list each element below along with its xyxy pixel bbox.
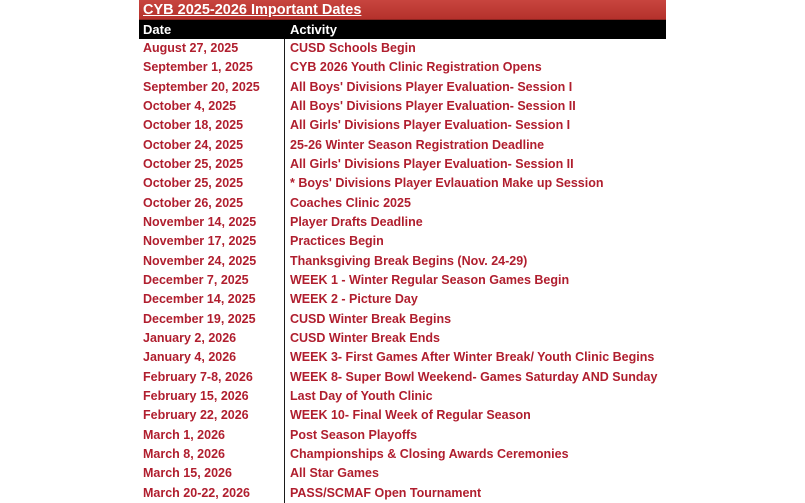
row-activity: Practices Begin bbox=[284, 232, 666, 251]
table-row bbox=[139, 116, 666, 135]
row-activity: All Boys' Divisions Player Evaluation- Session I bbox=[284, 78, 666, 97]
row-date: November 24, 2025 bbox=[143, 253, 257, 268]
row-activity: WEEK 2 - Picture Day bbox=[284, 290, 666, 309]
row-activity: WEEK 3- First Games After Winter Break/ Youth Clinic Begins bbox=[284, 348, 666, 367]
table-row bbox=[139, 252, 666, 271]
table-row bbox=[139, 445, 666, 464]
table-row bbox=[139, 39, 666, 58]
row-date: September 20, 2025 bbox=[143, 79, 260, 94]
table-row bbox=[139, 213, 666, 232]
row-activity: Coaches Clinic 2025 bbox=[284, 194, 666, 213]
row-activity: All Boys' Divisions Player Evaluation- Session II bbox=[284, 97, 666, 116]
row-date: January 2, 2026 bbox=[143, 330, 237, 345]
table-row bbox=[139, 232, 666, 251]
table-title: CYB 2025-2026 Important Dates bbox=[139, 0, 666, 20]
table-row bbox=[139, 271, 666, 290]
row-date: December 7, 2025 bbox=[143, 272, 249, 287]
table-row bbox=[139, 426, 666, 445]
row-activity: WEEK 1 - Winter Regular Season Games Begin bbox=[284, 271, 666, 290]
table-row bbox=[139, 348, 666, 367]
row-activity: PASS/SCMAF Open Tournament bbox=[284, 484, 666, 503]
row-date: August 27, 2025 bbox=[143, 41, 239, 55]
table-row bbox=[139, 78, 666, 97]
table-row bbox=[139, 310, 666, 329]
row-date: October 25, 2025 bbox=[143, 176, 244, 191]
table-row bbox=[139, 464, 666, 483]
table-row bbox=[139, 174, 666, 193]
row-activity: * Boys' Divisions Player Evlauation Make up Session bbox=[284, 174, 666, 193]
row-date: November 17, 2025 bbox=[143, 234, 257, 249]
row-date: March 15, 2026 bbox=[143, 466, 232, 481]
row-activity: CUSD Winter Break Ends bbox=[284, 329, 666, 348]
row-date: February 7-8, 2026 bbox=[143, 369, 253, 384]
row-date: February 15, 2026 bbox=[143, 388, 249, 403]
table-row bbox=[139, 97, 666, 116]
activity-column-header: Activity bbox=[284, 20, 666, 39]
row-activity: CUSD Schools Begin bbox=[284, 39, 666, 58]
row-activity: Player Drafts Deadline bbox=[284, 213, 666, 232]
row-date: March 1, 2026 bbox=[143, 427, 225, 442]
row-date: October 24, 2025 bbox=[143, 137, 244, 152]
row-date: February 22, 2026 bbox=[143, 408, 249, 423]
row-date: October 25, 2025 bbox=[143, 156, 244, 171]
table-row bbox=[139, 406, 666, 425]
table-row bbox=[139, 329, 666, 348]
row-date: March 8, 2026 bbox=[143, 446, 225, 461]
row-date: December 19, 2025 bbox=[143, 311, 256, 326]
important-dates-table bbox=[139, 0, 666, 503]
row-date: October 26, 2025 bbox=[143, 195, 244, 210]
row-date: October 18, 2025 bbox=[143, 118, 244, 133]
row-activity: Last Day of Youth Clinic bbox=[284, 387, 666, 406]
row-activity: WEEK 10- Final Week of Regular Season bbox=[284, 406, 666, 425]
table-row bbox=[139, 368, 666, 387]
table-header-row bbox=[139, 20, 666, 39]
row-activity: Thanksgiving Break Begins (Nov. 24-29) bbox=[284, 252, 666, 271]
table-body bbox=[139, 39, 666, 503]
row-activity: All Girls' Divisions Player Evaluation- Session II bbox=[284, 155, 666, 174]
table-row bbox=[139, 387, 666, 406]
row-activity: CYB 2026 Youth Clinic Registration Opens bbox=[284, 58, 666, 77]
row-activity: Championships & Closing Awards Ceremonies bbox=[284, 445, 666, 464]
row-date: September 1, 2025 bbox=[143, 60, 253, 75]
row-activity: CUSD Winter Break Begins bbox=[284, 310, 666, 329]
row-activity: Post Season Playoffs bbox=[284, 426, 666, 445]
row-activity: WEEK 8- Super Bowl Weekend- Games Saturday AND Sunday bbox=[284, 368, 666, 387]
row-activity: 25-26 Winter Season Registration Deadline bbox=[284, 136, 666, 155]
table-row bbox=[139, 194, 666, 213]
date-column-header: Date bbox=[143, 22, 172, 37]
row-date: December 14, 2025 bbox=[143, 292, 256, 307]
row-date: November 14, 2025 bbox=[143, 214, 257, 229]
table-row bbox=[139, 290, 666, 309]
row-date: March 20-22, 2026 bbox=[143, 485, 251, 500]
row-date: October 4, 2025 bbox=[143, 98, 237, 113]
row-activity: All Star Games bbox=[284, 464, 666, 483]
row-date: January 4, 2026 bbox=[143, 350, 237, 365]
row-activity: All Girls' Divisions Player Evaluation- Session I bbox=[284, 116, 666, 135]
table-row bbox=[139, 136, 666, 155]
table-row bbox=[139, 58, 666, 77]
table-row bbox=[139, 155, 666, 174]
